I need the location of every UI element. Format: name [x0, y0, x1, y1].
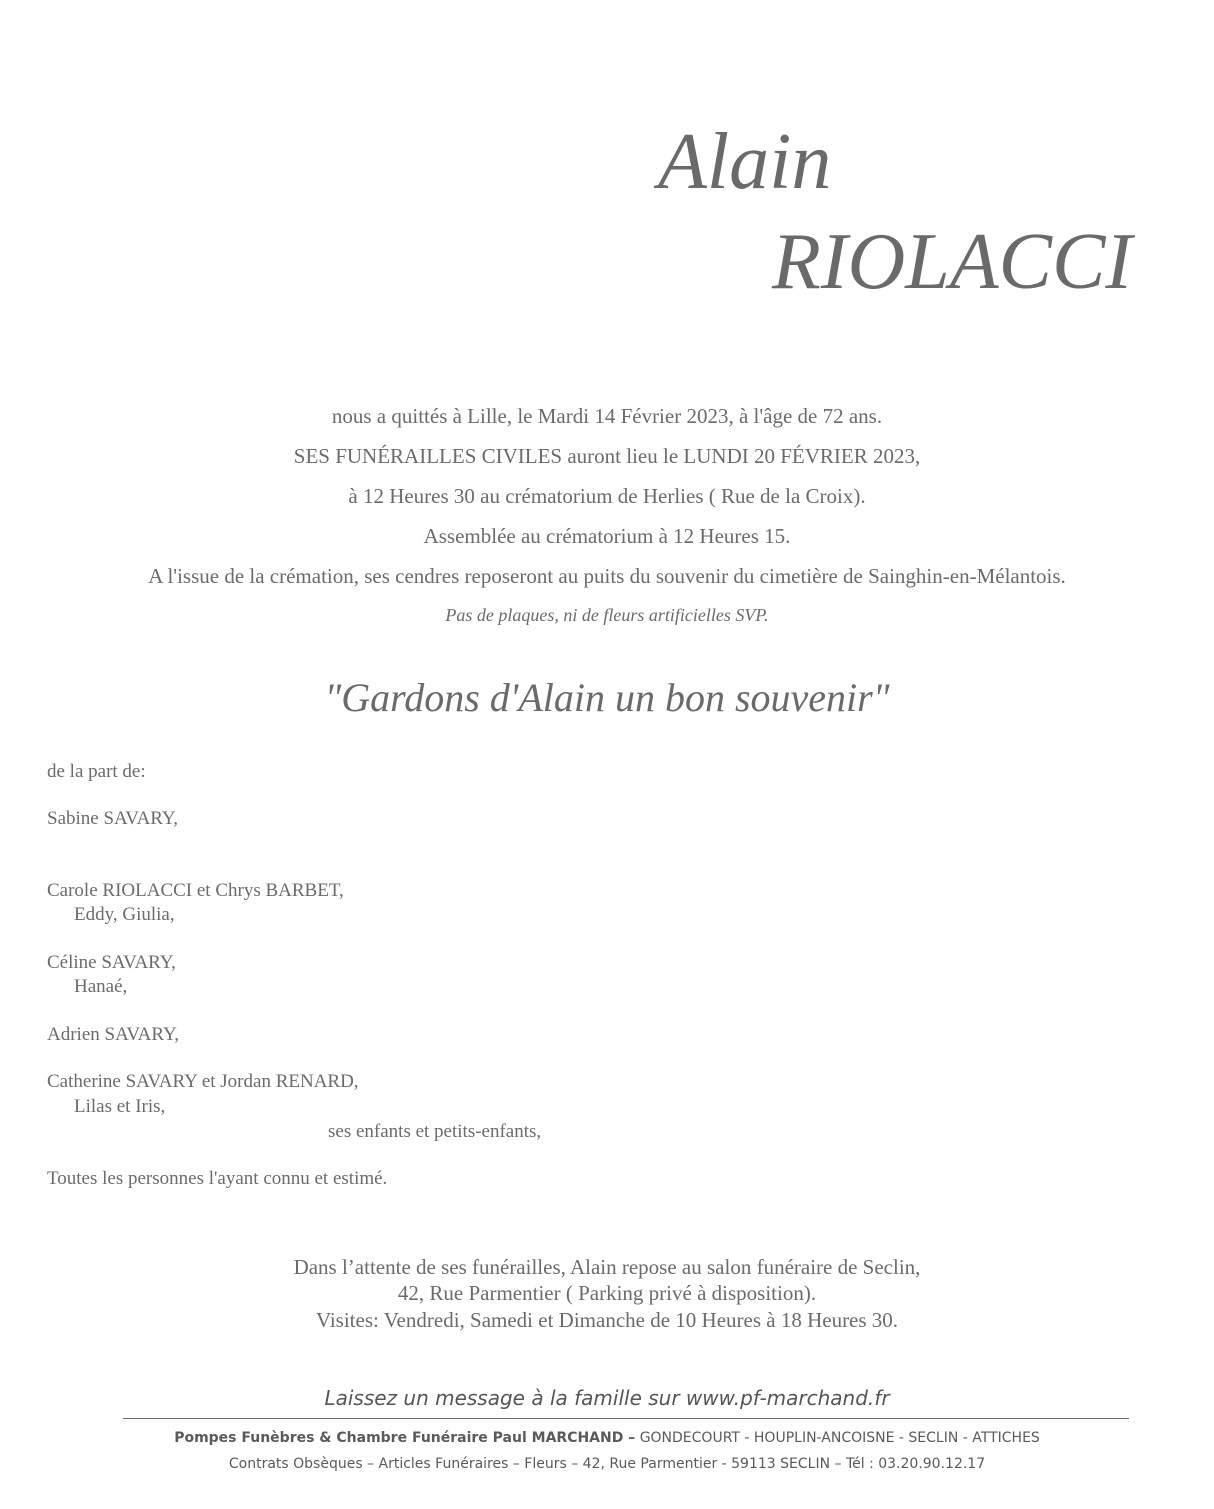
- announcement-line-assembly: Assemblée au crématorium à 12 Heures 15.: [423, 524, 791, 548]
- family-group-name: Carole RIOLACCI et Chrys BARBET,: [47, 880, 344, 901]
- guestbook-message: Laissez un message à la famille sur www.pf-marchand.fr: [324, 1386, 890, 1410]
- family-group-children: Eddy, Giulia,: [74, 904, 175, 925]
- family-intro: de la part de:: [47, 761, 146, 782]
- announcement-line-funeral: SES FUNÉRAILLES CIVILES auront lieu le LUNDI 20 FÉVRIER 2023,: [293, 444, 921, 468]
- family-group-name: Adrien SAVARY,: [47, 1024, 179, 1045]
- family-group-name: Céline SAVARY,: [47, 952, 176, 973]
- visitation-line-location: Dans l’attente de ses funérailles, Alain repose au salon funéraire de Seclin,: [293, 1255, 921, 1279]
- deceased-last-name: RIOLACCI: [772, 218, 1132, 306]
- announcement-line-ashes: A l'issue de la crémation, ses cendres reposeront au puits du souvenir du cimetière de Sainghin-en-Mélantois.: [148, 564, 1066, 588]
- announcement-line-death: nous a quittés à Lille, le Mardi 14 Février 2023, à l'âge de 72 ans.: [331, 404, 883, 428]
- deceased-first-name: Alain: [658, 118, 832, 206]
- footer-company-line: [0, 1431, 1214, 1445]
- visitation-line-hours: Visites: Vendredi, Samedi et Dimanche de 10 Heures à 18 Heures 30.: [315, 1308, 899, 1332]
- footer-divider: [123, 1418, 1129, 1419]
- footer-services-line: Contrats Obsèques – Articles Funéraires – Fleurs – 42, Rue Parmentier - 59113 SECLIN – Tél : 03.20.90.12.17: [228, 1456, 986, 1472]
- family-closing: Toutes les personnes l'ayant connu et estimé.: [47, 1168, 388, 1189]
- family-relation: ses enfants et petits-enfants,: [328, 1121, 542, 1142]
- family-group-children: Hanaé,: [74, 976, 128, 997]
- announcement-line-crematorium: à 12 Heures 30 au crématorium de Herlies ( Rue de la Croix).: [348, 484, 866, 508]
- family-group-children: Lilas et Iris,: [74, 1096, 166, 1117]
- footer-locations: GONDECOURT - HOUPLIN-ANCOISNE - SECLIN - ATTICHES: [639, 1430, 1040, 1446]
- visitation-line-address: 42, Rue Parmentier ( Parking privé à disposition).: [397, 1281, 817, 1305]
- memorial-quote: "Gardons d'Alain un bon souvenir": [324, 675, 890, 720]
- announcement-note: Pas de plaques, ni de fleurs artificielles SVP.: [445, 605, 769, 625]
- footer-company-name: Pompes Funèbres & Chambre Funéraire Paul MARCHAND –: [174, 1430, 636, 1446]
- family-group-name: Catherine SAVARY et Jordan RENARD,: [47, 1071, 359, 1092]
- family-spouse: Sabine SAVARY,: [47, 808, 178, 829]
